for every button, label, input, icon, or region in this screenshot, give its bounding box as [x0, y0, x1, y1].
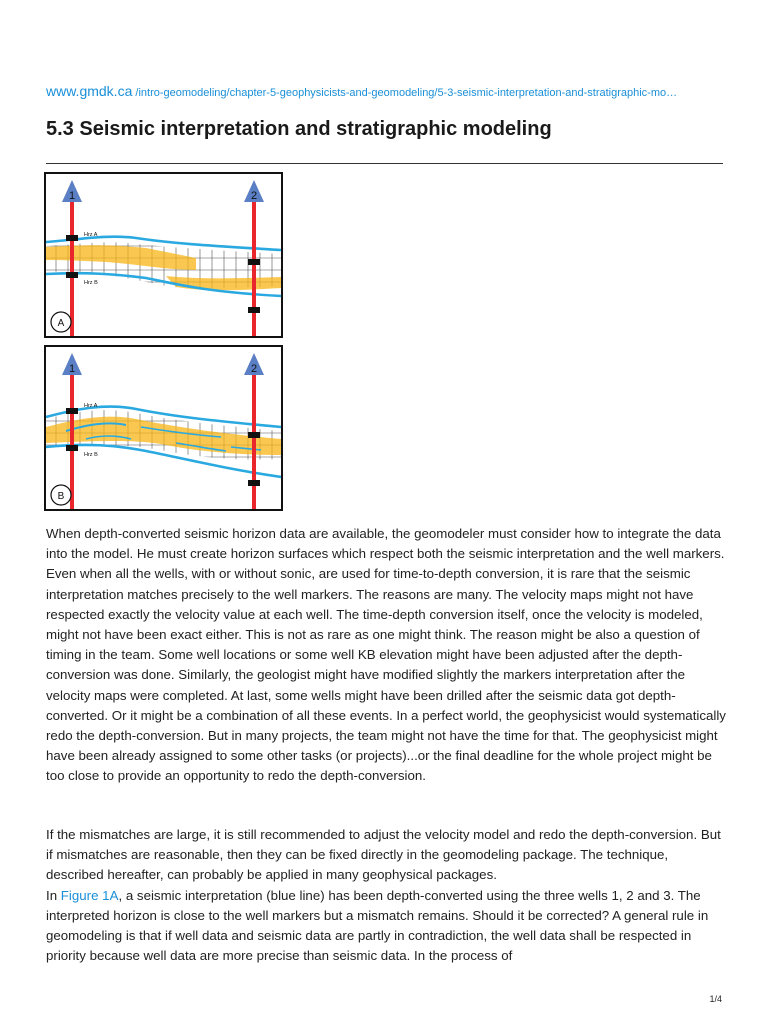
marker-well1-bottom-a: [66, 272, 78, 278]
panel-a-letter: A: [57, 318, 65, 329]
figure-panel-a: [44, 172, 283, 338]
figure-1a-link[interactable]: Figure 1A: [60, 887, 119, 903]
figure-b-diagram: [46, 347, 281, 509]
marker-well1-bottom-b: [66, 445, 78, 451]
source-url-domain[interactable]: www.gmdk.ca: [46, 83, 133, 99]
well-1-label-b: 1: [68, 363, 76, 375]
source-url[interactable]: [46, 83, 736, 99]
page-number: 1/4: [709, 994, 722, 1004]
reservoir-grid-a: [46, 224, 281, 304]
paragraph-1-text: When depth-converted seismic horizon data are available, the geomodeler must consider how to integrate the data into the model. He must create horizon surfaces which respect both the seismic interpretation and the well markers. Even when all the wells, with or without sonic, are used for time-to-depth conversion, it is rare that the seismic interpretation matches precisely to the well markers. The reasons are many. The velocity maps might not have respected exactly the velocity value at each well. The time-depth conversion itself, once the velocity is modeled, might not have been exact either. This is not as rare as one might think. The reason might be also a question of timing in the team. Some well locations or some well KB elevation might have been adjusted after the depth-conversion was done. Similarly, the geologist might have modified slightly the markers interpretation after the velocity maps were completed. At last, some wells might have been drilled after the seismic data got depth-converted. Or it might be a combination of all these events. In a perfect world, the geophysicist would systematically redo the depth-conversion. But in many projects, the team might not have the time for that. The geophysicist might have been already assigned to some other tasks (or projects)...or the final deadline for the whole project might be too close to provide an opportunity to redo the depth-conversion.: [46, 526, 726, 784]
well-2-label-b: 2: [250, 363, 258, 375]
horizon-b-label: Hrz B: [84, 280, 98, 286]
body-paragraph-2: [46, 825, 726, 966]
marker-well2-bottom-a: [248, 307, 260, 313]
title-divider: [46, 163, 723, 164]
marker-well1-top-b: [66, 408, 78, 414]
horizon-a-label: Hrz A: [84, 232, 98, 238]
figure-a-diagram: [46, 174, 281, 336]
page-title: 5.3 Seismic interpretation and stratigraphic modeling: [46, 118, 552, 140]
marker-well1-top-a: [66, 235, 78, 241]
marker-well2-top-b: [248, 432, 260, 438]
horizon-b-label: Hrz B: [84, 452, 98, 458]
paragraph-2-part-1: If the mismatches are large, it is still recommended to adjust the velocity model and redo the depth-conversion. But if mismatches are reasonable, then they can be fixed directly in the geomodeling package. The technique, described hereafter, can probably be applied in many geophysical packages.: [46, 827, 721, 883]
source-url-path[interactable]: /intro-geomodeling/chapter-5-geophysicists-and-geomodeling/5-3-seismic-interpretation-and-stratigraphic-mo…: [135, 87, 678, 99]
figure-panel-b: [44, 345, 283, 511]
well-1-label-a: 1: [68, 190, 76, 202]
horizon-a-label: Hrz A: [84, 403, 98, 409]
body-paragraph-1: [46, 524, 726, 787]
marker-well2-top-a: [248, 259, 260, 265]
panel-b-letter: B: [57, 491, 65, 502]
paragraph-2-part-2: , a seismic interpretation (blue line) has been depth-converted using the three wells 1, 2 and 3. The interpreted horizon is close to the well markers but a mismatch remains. Should it be corrected? A general rule in geomodeling is that if well data and seismic data are partly in contradiction, the well data shall be respected in priority because well data are more precise than seismic data. In the process of: [46, 887, 709, 964]
paragraph-2-in: In: [46, 887, 58, 903]
well-2-label-a: 2: [250, 190, 258, 202]
paragraph-2-text: [46, 825, 726, 966]
marker-well2-bottom-b: [248, 480, 260, 486]
